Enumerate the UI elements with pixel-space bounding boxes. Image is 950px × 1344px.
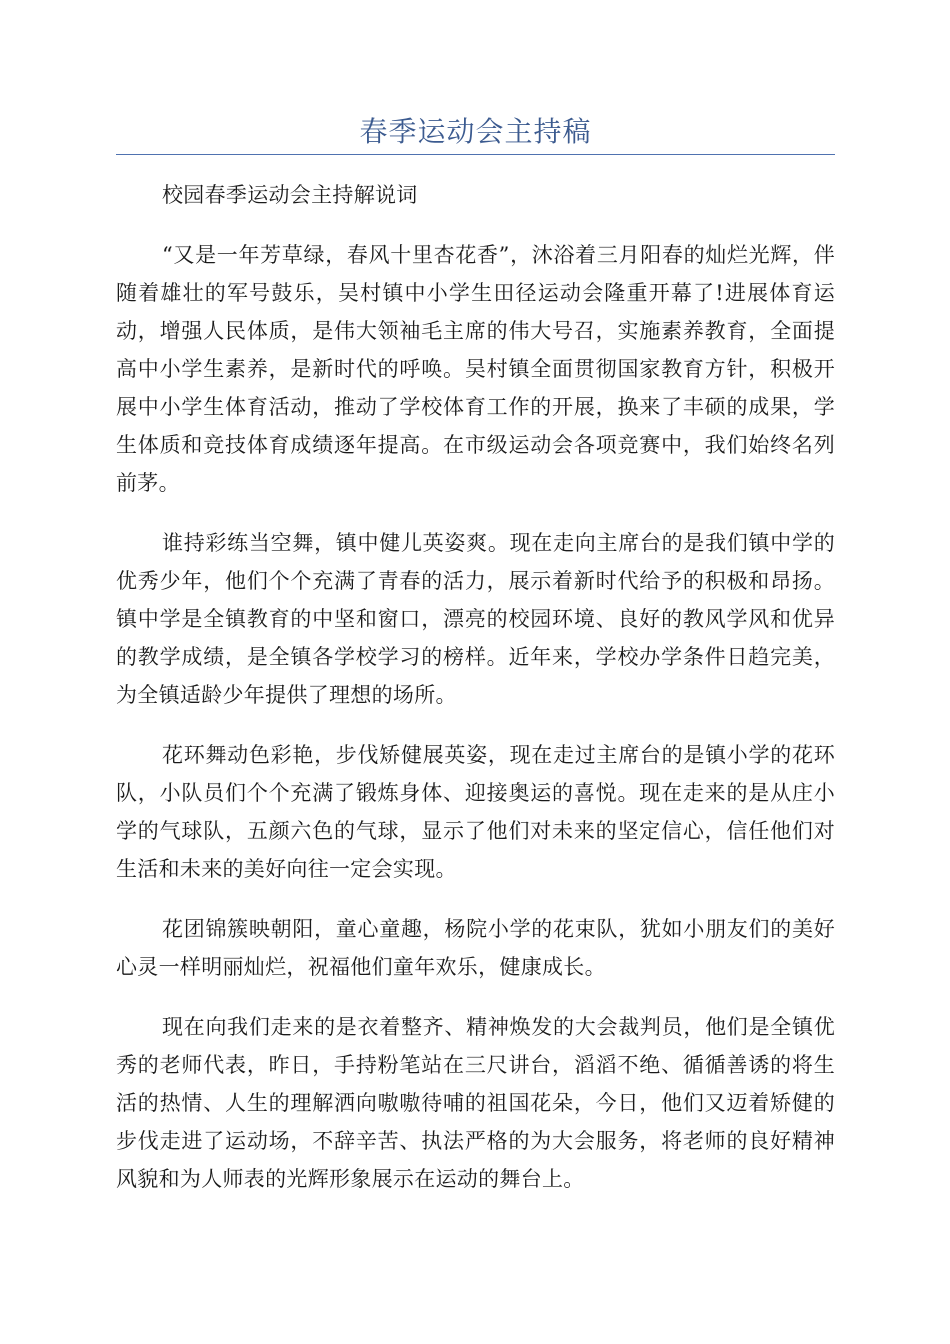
body-paragraph: “又是一年芳草绿，春风十里杏花香”，沐浴着三月阳春的灿烂光辉，伴随着雄壮的军号鼓乐，吴村镇中小学生田径运动会隆重开幕了!进展体育运动，增强人民体质，是伟大领袖毛主席的伟大号召，实施素养教育，全面提高中小学生素养，是新时代的呼唤。吴村镇全面贯彻国家教育方针，积极开展中小学生体育活动，推动了学校体育工作的开展，换来了丰硕的成果，学生体质和竞技体育成绩逐年提高。在市级运动会各项竞赛中，我们始终名列前茅。: [116, 243, 835, 495]
title-underline: [116, 154, 835, 155]
document-body: [116, 176, 835, 1220]
body-paragraph: 花团锦簇映朝阳，童心童趣，杨院小学的花束队，犹如小朋友们的美好心灵一样明丽灿烂，祝福他们童年欢乐，健康成长。: [116, 917, 835, 979]
body-paragraph: 花环舞动色彩艳，步伐矫健展英姿，现在走过主席台的是镇小学的花环队，小队员们个个充满了锻炼身体、迎接奥运的喜悦。现在走来的是从庄小学的气球队，五颜六色的气球，显示了他们对未来的坚定信心，信任他们对生活和未来的美好向往一定会实现。: [116, 743, 835, 881]
page-title: 春季运动会主持稿: [359, 115, 592, 148]
body-paragraph: 现在向我们走来的是衣着整齐、精神焕发的大会裁判员，他们是全镇优秀的老师代表，昨日，手持粉笔站在三尺讲台，滔滔不绝、循循善诱的将生活的热情、人生的理解洒向嗷嗷待哺的祖国花朵，今日，他们又迈着矫健的步伐走进了运动场，不辞辛苦、执法严格的为大会服务，将老师的良好精神风貌和为人师表的光辉形象展示在运动的舞台上。: [116, 1015, 835, 1191]
body-paragraph: 谁持彩练当空舞，镇中健儿英姿爽。现在走向主席台的是我们镇中学的优秀少年，他们个个充满了青春的活力，展示着新时代给予的积极和昂扬。镇中学是全镇教育的中坚和窗口，漂亮的校园环境、良好的教风学风和优异的教学成绩，是全镇各学校学习的榜样。近年来，学校办学条件日趋完美，为全镇适龄少年提供了理想的场所。: [116, 531, 835, 707]
subtitle-paragraph: 校园春季运动会主持解说词: [162, 183, 418, 207]
